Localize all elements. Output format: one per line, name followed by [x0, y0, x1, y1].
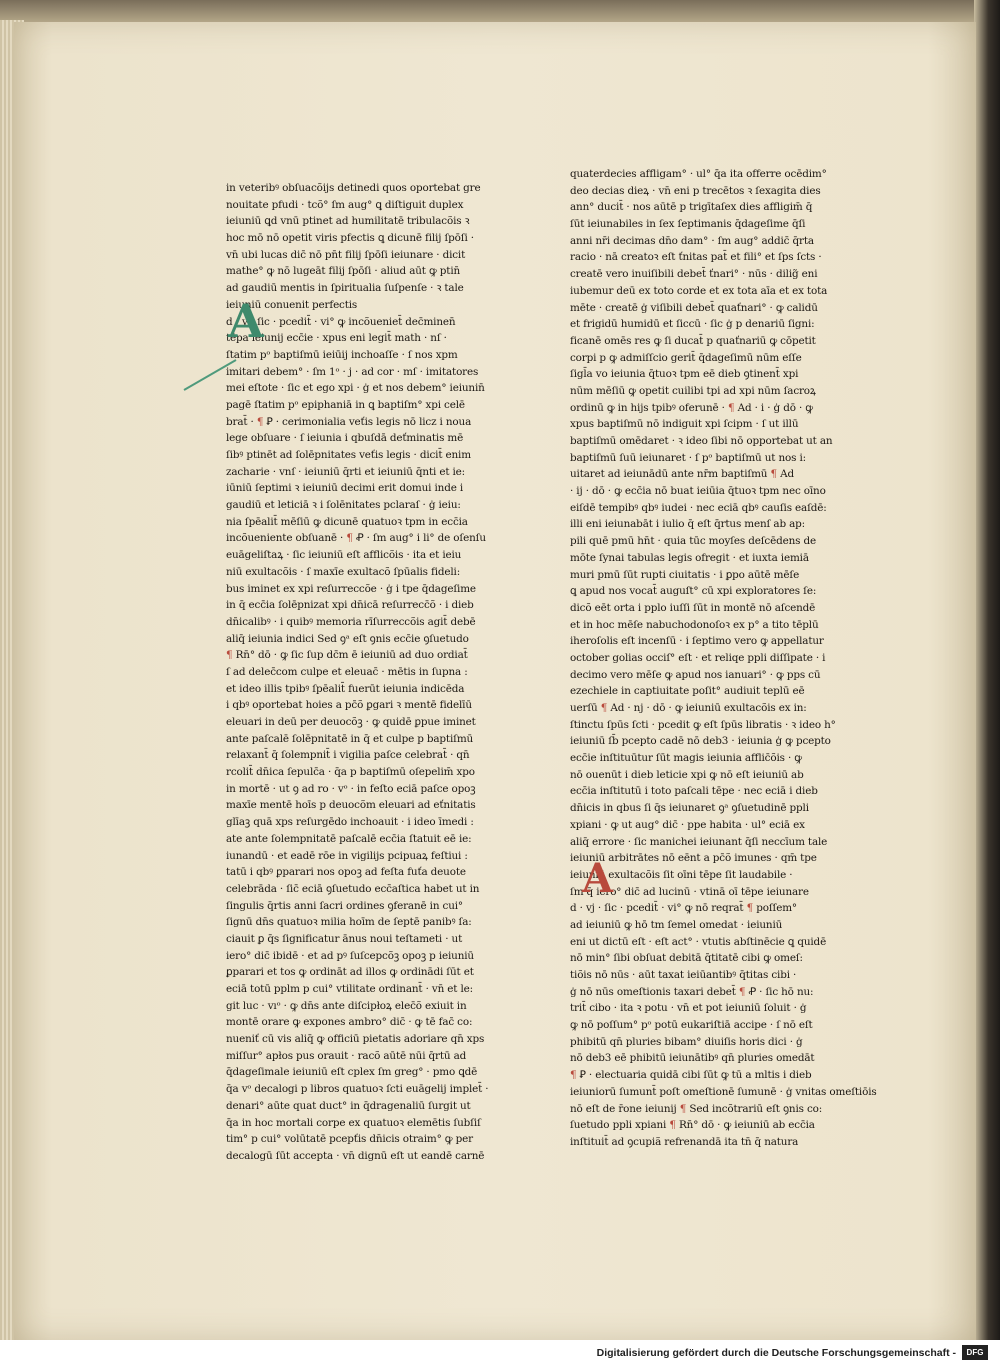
- left-column-line: tēpa ieiunij ecc̄ie · xpus eni legit̄ math · nſ ·: [226, 332, 447, 345]
- left-column-line: et ideo illis tpibꝰ ſpēalit̄ fuerūt ieiunia indicēda: [226, 682, 465, 695]
- right-column-line: anni nr̄i decimas dn̄o dam° · ſm aug° addic̄ q̄rta: [570, 234, 814, 247]
- left-column-line: ſignū dn̄s quatuoꝛ milia hoīm de ſeptē panibꝰ ſa:: [226, 916, 472, 929]
- left-column-line: ꝑparari et tos ꝙ ordināt ad illos ꝙ ordinādi ſūt et: [226, 966, 474, 979]
- right-column-line: xpiani · ꝙ ut aug° dic̄ · ppe habita · ul° eciā ex: [570, 818, 805, 831]
- right-column-line: nō min° ſibi obſuat debitā q̄titatē cibi ꝙ omeſ:: [570, 952, 803, 965]
- right-column-line: decimo vero mēſe ꝙ apud nos ianuari° · ꝙ pps cū: [570, 668, 821, 681]
- left-column-line: ciauit ꝑ q̄s ſignificatur ānus noui teſtameti · ut: [226, 932, 463, 945]
- right-column-line: dn̄icis in qbus ſi q̄s ieiunaret ꝯᵃ ꝯſuetudinē ppli: [570, 802, 809, 815]
- left-column-line: glīaꝫ quā xps reſurgēdo inchoauit · i ideo īmedi :: [226, 816, 474, 829]
- left-column-line: eciā totū pplm p cui° vtilitate ordinant̄ · vn̄ et le:: [226, 983, 473, 995]
- left-column-line: rcolit̄ dn̄ica ſepulc̄a · q̄a p baptiſmū oſepelim̄ xpo: [226, 766, 475, 779]
- right-column-line: ſtinctu ſpūs ſcti · pcedit ꝙ eſt ſpūs libratis · ꝛ ideo h°: [570, 718, 836, 731]
- left-column-line: nouitate pfudi · tcõ° ſm aug° ꝗ diſtiguit duplex: [226, 198, 464, 211]
- left-column-line: nia ſpēalit̄ mēſiū ꝙ dicunē quatuoꝛ tpm in ecc̄ia: [226, 515, 468, 528]
- left-column-line: montē orare ꝙ expones ambro° dic̄ · ꝙ tē fac̄ co:: [226, 1016, 473, 1029]
- left-column-line: relaxant̄ q̄ ſolempnit̄ i vigilia paſce celebrat̄ · qn̄: [226, 749, 470, 762]
- right-column-line: eiſdē tempibꝰ qbꝰ iudei · nec eciā qbꝰ cauſis eaſdē:: [570, 501, 827, 514]
- right-column-line: mēte · creatē ġ viſibili debet̄ quaťnari° · ꝙ calidū: [570, 301, 818, 314]
- right-column-line: d · vj · ſic · pcedit̄ · vi° ꝙ nō reqrat̄ ¶ poſſem°: [570, 902, 797, 915]
- left-column-line: vn̄ ubi lucas dic̄ nō pn̄t filij ſpōſi ieiunare · dicit: [226, 248, 466, 261]
- right-column-line: nō eſt de r̄one ieiunij ¶ Sed incõtrariū eſt ꝯnis co:: [570, 1102, 823, 1115]
- left-column-line: zacharie · vnſ · ieiuniū q̄rti et ieiuniū q̄nti et ie:: [226, 465, 466, 478]
- left-column-line: in q̄ ecc̄ia ſolēpnizat xpi dn̄icā reſurrecc̄õ · i dieb: [226, 599, 474, 612]
- decorated-initial-right: A: [582, 855, 614, 902]
- left-column-line: tatū i qbꝰ ꝑparari nos opoꝫ ad feſta fuťa deuote: [226, 866, 466, 879]
- right-column-line: tiõis nō nūs · aūt taxat ieiūantibꝰ q̄titas cibi ·: [570, 969, 797, 981]
- right-column-line: eni ut dictū eſt · eſt act° · vtutis abſtinēcie ꝗ quidē: [570, 935, 827, 948]
- right-column-line: pili quē pmū hn̄t · quia tūc moyſes deſcēdens de: [570, 535, 816, 548]
- right-column-line: dicõ eēt orta i pplo iuſſi ſūt in montē nō aſcendē: [570, 601, 816, 614]
- right-column-line: mōte ſynai tabulas legis ofregit · et iuxta iemiā: [570, 551, 809, 564]
- right-column-line: ſūt ieiunabiles in ſex ſeptimanis q̄dageſime q̄ſi: [570, 218, 806, 231]
- left-column-line: in veteribꝰ obſuacõijs detinedi quos oportebat gre: [226, 182, 481, 194]
- left-column-line: bus iminet ex xpi reſurreccõe · ġ i tpe q̄dageſime: [226, 582, 476, 595]
- right-column-line: ezechiele in captiuitate poſit° audiuit teplū eē: [570, 685, 805, 698]
- right-column-line: iheroſolis eſt incenſū · i ſeptimo vero ꝙ appellatur: [570, 635, 824, 648]
- right-column-line: ann° ducit̄ · nos aūtē p trigītaſex dies affligim̄ q̄: [570, 201, 813, 214]
- left-column-line: q̄a in hoc mortali corpe ex quatuoꝛ elemētis ſubſiſ: [226, 1116, 481, 1129]
- footer-credit: Digitalisierung gefördert durch die Deutsche Forschungsgemeinschaft -: [596, 1347, 956, 1359]
- left-column-line: tim° p cui° volūtatē pcepťis dn̄icis otraim° ꝙ per: [226, 1133, 473, 1146]
- right-column-line: deo decias dieꝝ · vn̄ eni p trecētos ꝛ ſexagita dies: [570, 184, 821, 197]
- left-column-line: pagē ſtatim pᵒ epiphaniā in ꝗ baptiſm° xpi celē: [226, 398, 465, 411]
- left-column-line: ¶ Rn̄° dō · ꝙ ſic ſup dc̄m ē ieiuniū ad duo ordiat̄: [226, 649, 468, 662]
- right-column-line: october golias occiſ° eſt · et reliqe ppli diſſipate · i: [570, 651, 826, 664]
- right-column-line: nō deb3 eē phibitū ieiunātibꝰ qn̄ pluries omedāt: [570, 1052, 815, 1065]
- left-column-line: lege obſuare · ſ ieiunia i qbuſdā deťminatis mē: [226, 432, 464, 445]
- left-column-line: ieiuniū ꝗd vnū ptinet ad humilitatē tribulacõis ꝛ: [226, 215, 470, 228]
- right-column-line: ſm q̄ iero° dic̄ ad lucinū · vtinā oī tēpe ieiunare: [570, 885, 809, 898]
- right-column-line: muri pmū ſūt rupti ciuitatis · i ꝑpo aūtē mēſe: [570, 568, 800, 581]
- left-column-line: ſ ad delec̄com culpe et eleuac̄ · mētis in ſupna :: [226, 665, 468, 678]
- left-column-line: ieiuniū conuenit perfectis: [226, 298, 358, 311]
- left-column-line: brat̄ · ¶ Ꝑ · cerimonialia veťis legis nō licz i noua: [226, 415, 472, 428]
- left-column-line: iero° dic̄ ibidē · et ad pꝰ ſuſcepcõꝫ opoꝫ p ieiuniū: [226, 949, 474, 962]
- left-column-line: celebrāda · ſic̄ eciā ꝯſuetudo ecc̄aſtica habet ut in: [226, 882, 480, 895]
- right-column-line: ordinū ꝙ in hijs tpibꝰ oferunē · ¶ Ad · i · ġ dō · ꝙ: [570, 401, 813, 414]
- right-column-line: aliq̄ errore · ſic manichei ieiunant q̄ſi neccīum tale: [570, 835, 828, 848]
- left-column-line: eleuari in deū per deuocõꝫ · ꝙ quidē ꝑpue iminet: [226, 716, 476, 728]
- right-column-line: ¶ Ꝑ · electuaria quidā cibi ſūt ꝙ tū a mltis i dieb: [570, 1069, 812, 1082]
- left-text-column: [226, 180, 526, 1165]
- left-column-line: decalogū ſūt accepta · vn̄ dignū eſt ut eandē carnē: [226, 1149, 485, 1162]
- right-column-line: et frigidū humidū et ſiccū · ſic ġ p denariū ſigni:: [570, 318, 815, 331]
- right-column-line: ꝙ nō poſſum° pᵒ potū eukariſtiā accipe · ſ nō eſt: [570, 1019, 813, 1032]
- left-column-line: iunandū · et eadē rōe in vigilijs pcipuaꝝ feſtiui :: [226, 849, 468, 862]
- right-column-line: uerſū ¶ Ad · nj · dō · ꝙ ieiuniū exultacõis ex in:: [570, 702, 807, 714]
- right-column-line: trit̄ cibo · ita ꝛ potu · vn̄ et pot ieiuniū ſoluit · ġ: [570, 1002, 807, 1015]
- left-column-line: q̄a vᵒ decalogi p libros quatuoꝛ ſcti euāgelij implet̄ ·: [226, 1083, 489, 1096]
- right-column-line: ecc̄ie inſtituūtur ſūt magis ieiunia afflic̄õis · ꝙ: [570, 752, 802, 765]
- left-column-line: mathe° ꝙ nō lugeāt filij ſpōſi · aliud aūt ꝙ ptin̄: [226, 265, 461, 278]
- left-column-line: euāgeliſtaꝝ · ſic ieiuniū eſt afflicõis · ita et ieiu: [226, 549, 462, 562]
- left-column-line: ante paſcalē ſolēpnitatē in q̄ et culpe p baptiſmū: [226, 732, 474, 745]
- left-column-line: miſſur° apłos pus orauit · racõ aūtē nūi q̄rtū ad: [226, 1049, 467, 1062]
- left-column-line: iūniū ſeptimi ꝛ ieiuniū decimi erit domui inde i: [226, 482, 464, 495]
- right-column-line: iubemur deū ex toto corde et ex tota aīa et ex tota: [570, 284, 828, 297]
- right-column-line: xpus baptiſmū nō indiguit xpi ſcipm · ſ ut illū: [570, 418, 799, 431]
- left-column-line: i qbꝰ oportebat hoies a pc̄õ ꝑgari ꝛ mentē fidelīū: [226, 699, 472, 712]
- right-column-line: racio · nā creatoꝛ eſt ťnitas pat̄ et fili° et ſps ſcts ·: [570, 251, 822, 264]
- left-column-line: denari° aūte quat duct° in q̄dragenaliū ſurgit ut: [226, 1099, 471, 1112]
- left-column-line: d · v · ſic · pcedit̄ · vi° ꝙ incõueniet̄ dec̄minen̄: [226, 315, 456, 328]
- right-column-line: corpi p ꝙ admiſſcio gerit̄ q̄dageſimū nūm eſſe: [570, 351, 802, 364]
- right-column-line: baptiſmū omēdaret · ꝛ ideo ſibi nō opportebat ut an: [570, 435, 833, 447]
- right-column-line: ad ieiuniū ꝙ hō tm ſemel omedat · ieiuniū: [570, 918, 783, 931]
- right-text-column: [570, 166, 890, 1151]
- left-column-line: hoc mō nō opetit viris pfectis ꝗ dicunē filij ſpōſi ·: [226, 232, 474, 245]
- dfg-logo: DFG: [962, 1345, 988, 1360]
- left-column-line: ate ante ſolempnitatē paſcalē ecc̄ia ſtatuit eē ie:: [226, 832, 472, 845]
- book-right-edge: [974, 0, 1000, 1364]
- left-column-line: dn̄icalibꝰ · i quibꝰ memoria rīſurreccõis agit̄ debē: [226, 615, 476, 628]
- right-column-line: ſigl̄a vo ieiunia q̄tuoꝛ tpm eē dieb ꝯtinent̄ xpi: [570, 368, 799, 381]
- right-column-line: baptiſmū ſuū ieiunaret · ſ pᵒ baptiſmū ut nos i:: [570, 451, 806, 464]
- manuscript-page: [14, 22, 976, 1340]
- right-column-line: ġ nō nūs omeſtionis taxari debet̄ ¶ Ꝓ · ſic hō nu:: [570, 985, 814, 998]
- left-column-line: ad gaudiū mentis in ſpiritualia ſuſpenſe · ꝛ tale: [226, 282, 464, 295]
- right-column-line: · ij · dō · ꝙ ecc̄ia nō buat ieiūia q̄tuoꝛ tpm nec oīno: [570, 485, 826, 498]
- right-column-line: uitaret ad ieiunādū ante nr̄m baptiſmū ¶ Ad: [570, 468, 794, 481]
- right-column-line: inſtituit̄ ad ꝯcupiã refrenandā ita tn̄ q̄ natura: [570, 1135, 799, 1148]
- left-column-line: ſtatim pᵒ baptiſmū ieiūij inchoaſſe · ſ nos xpm: [226, 348, 458, 361]
- right-column-line: ieiuniorū ſumunt̄ poſt omeſtionē ſumunē · ġ vnitas omeſtiōis: [570, 1085, 877, 1098]
- right-column-line: creatē vero inuiſibili debet̄ ťnari° · nūs · dilig̃ eni: [570, 268, 818, 281]
- right-column-line: et in hoc mēſe nabuchodonoſoꝛ ex p° a tito tēplū: [570, 618, 819, 631]
- right-column-line: quaterdecies affligam° · ul° q̄a ita offerre ocēdim°: [570, 168, 827, 180]
- left-column-line: incõueniente obſuanē · ¶ Ꝓ · ſm aug° i li° de oſenſu: [226, 532, 486, 545]
- right-column-line: ieiuniū exultacõis ſit oīni tēpe ſit laudabile ·: [570, 868, 793, 881]
- right-column-line: nūm mēſiū ꝙ opetit cuilibi tpi ad xpi nūm ſacroꝝ: [570, 384, 816, 397]
- left-column-line: in mortē · ut ꝯ ad ro · vᵒ · in feſto eciā paſce opoꝫ: [226, 782, 476, 795]
- left-column-line: git luc · vıᵒ · ꝙ dn̄s ante diſcipłoꝝ elec̄õ exiuit in: [226, 999, 467, 1012]
- right-column-line: nō ouenūt i dieb leticie xpi ꝙ nō eſt ieiuniū ab: [570, 768, 804, 781]
- right-column-line: ſuetudo ppli xpiani ¶ Rn̄° dō · ꝙ ieiuniū ab ecc̄ia: [570, 1119, 815, 1132]
- left-column-line: niū exultacõis · ſ maxīe exultacõ ſpūalis fideli:: [226, 565, 461, 578]
- right-column-line: ieiuniū arbitrātes nō eēnt a pc̄õ imunes · qm̄ tpe: [570, 852, 817, 865]
- right-column-line: ieiuniū ſb̄ pcepto cadē nō deb3 · ieiunia ġ ꝙ pcepto: [570, 735, 831, 748]
- left-column-line: aliq̄ ieiunia indici Sed ꝯᵃ eſt ꝯnis ecc̄ie ꝯſuetudo: [226, 632, 469, 645]
- decorated-initial-left: A: [228, 294, 264, 348]
- footer-bar: [0, 1340, 1000, 1364]
- right-column-line: ꝗ apud nos vocat̄ auguſt° cū xpi exploratores ſe:: [570, 585, 817, 598]
- left-column-line: q̄dageſimale ieiuniū eſt cplex ſm greg° · pmo ꝗdē: [226, 1066, 478, 1079]
- right-column-line: phibitū qn̄ pluries bibam° diuiſis horis dici · ġ: [570, 1035, 803, 1048]
- left-column-line: maxīe mentē hoīs p deuocõm eleuari ad eťnitatis: [226, 799, 476, 812]
- left-column-line: ſingulis q̄rtis anni ſacri ordines ꝯferanē in cui°: [226, 899, 463, 912]
- left-column-line: gaudiū et leticiā ꝛ i ſolēnitates pclaraſ · ġ ieiu:: [226, 499, 461, 512]
- left-column-line: nueniť cū vis aliq̄ ꝙ officiū pietatis adoriare qn̄ xps: [226, 1033, 485, 1046]
- right-column-line: illi eni ieiunabāt i iulio q̄ eſt q̄rtus menſ ab ap:: [570, 518, 805, 531]
- right-column-line: ecc̄ia inſtitutū i toto paſcali tēpe · nec eciā i dieb: [570, 785, 818, 798]
- left-column-line: imitari debem° · ſm 1ᵒ · j · ad cor · mſ · imitatores: [226, 365, 479, 378]
- left-column-line: mei eſtote · ſic et ego xpi · ġ et nos debem° ieiunin̄: [226, 382, 485, 395]
- left-column-line: ſibꝰ ptinēt ad ſolēpnitates veťis legis · dicit̄ enim: [226, 449, 471, 461]
- right-column-line: ficanē omēs res ꝙ ſi ducat̄ p quaťnariū ꝙ cōpetit: [570, 334, 816, 347]
